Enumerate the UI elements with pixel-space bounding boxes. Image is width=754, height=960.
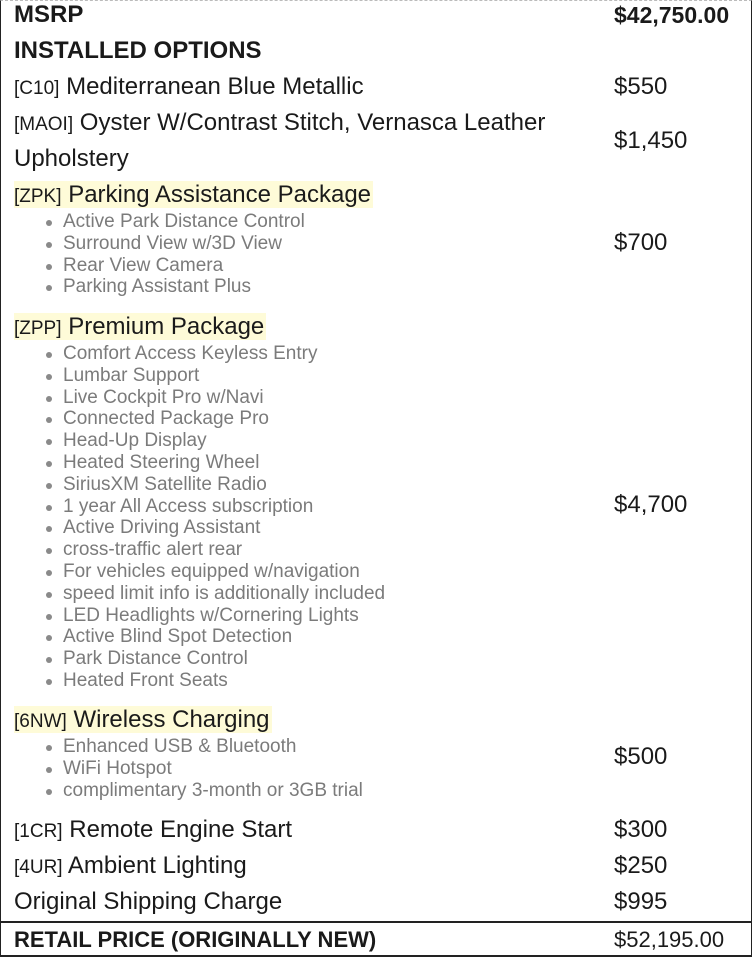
feature-item: 1 year All Access subscription (1, 496, 385, 518)
feature-item: LED Headlights w/Cornering Lights (1, 605, 385, 627)
option-code: [ZPP] (14, 318, 62, 339)
feature-item: complimentary 3-month or 3GB trial (1, 780, 363, 802)
option-price: $4,700 (614, 491, 688, 518)
feature-item: Connected Package Pro (1, 408, 385, 430)
option-code: [4UR] (14, 857, 63, 878)
option-label (14, 105, 545, 143)
feature-item: Comfort Access Keyless Entry (1, 343, 385, 365)
feature-item: SiriusXM Satellite Radio (1, 474, 385, 496)
option-name: Wireless Charging (73, 706, 270, 733)
feature-item: speed limit info is additionally included (1, 583, 385, 605)
feature-item: Lumbar Support (1, 365, 385, 387)
feature-item: Parking Assistant Plus (1, 276, 305, 298)
option-name: Oyster W/Contrast Stitch, Vernasca Leather (79, 109, 546, 136)
feature-item: Heated Steering Wheel (1, 452, 385, 474)
msrp-label: MSRP (14, 1, 84, 28)
retail-label: RETAIL PRICE (ORIGINALLY NEW) (14, 927, 377, 952)
feature-item: Rear View Camera (1, 255, 305, 277)
feature-item: Active Park Distance Control (1, 211, 305, 233)
option-price: $700 (614, 229, 668, 256)
msrp-price: $42,750.00 (614, 2, 730, 28)
option-code: [6NW] (14, 711, 67, 732)
option-label (14, 177, 373, 215)
feature-item: Heated Front Seats (1, 670, 385, 692)
option-code: [MAOI] (14, 114, 74, 135)
option-label (14, 702, 272, 740)
feature-item: Surround View w/3D View (1, 233, 305, 255)
feature-item: Park Distance Control (1, 648, 385, 670)
option-name: Premium Package (68, 313, 265, 340)
feature-item: Head-Up Display (1, 430, 385, 452)
option-code: [C10] (14, 78, 60, 99)
option-label (14, 812, 292, 850)
feature-item: For vehicles equipped w/navigation (1, 561, 385, 583)
option-label (14, 848, 247, 886)
option-name: Ambient Lighting (67, 852, 247, 879)
option-price: $500 (614, 743, 668, 770)
feature-item: Active Blind Spot Detection (1, 626, 385, 648)
retail-price: $52,195.00 (614, 927, 725, 952)
feature-list (1, 736, 363, 801)
shipping-price: $995 (614, 888, 668, 915)
option-name-continued: Upholstery (14, 145, 129, 172)
shipping-label: Original Shipping Charge (14, 888, 283, 915)
option-code: [ZPK] (14, 186, 62, 207)
option-name: Remote Engine Start (69, 816, 293, 843)
feature-item: Active Driving Assistant (1, 517, 385, 539)
feature-item: Live Cockpit Pro w/Navi (1, 387, 385, 409)
option-price: $250 (614, 852, 668, 879)
option-price: $550 (614, 73, 668, 100)
option-code: [1CR] (14, 821, 63, 842)
option-price: $300 (614, 816, 668, 843)
option-price: $1,450 (614, 127, 688, 154)
feature-item: Enhanced USB & Bluetooth (1, 736, 363, 758)
feature-list (1, 211, 305, 298)
option-label (14, 309, 266, 347)
option-name: Parking Assistance Package (68, 181, 372, 208)
feature-item: WiFi Hotspot (1, 758, 363, 780)
option-name: Mediterranean Blue Metallic (66, 73, 364, 100)
option-label (14, 69, 364, 107)
feature-item: cross-traffic alert rear (1, 539, 385, 561)
installed-options-heading: INSTALLED OPTIONS (14, 37, 262, 64)
feature-list (1, 343, 385, 692)
